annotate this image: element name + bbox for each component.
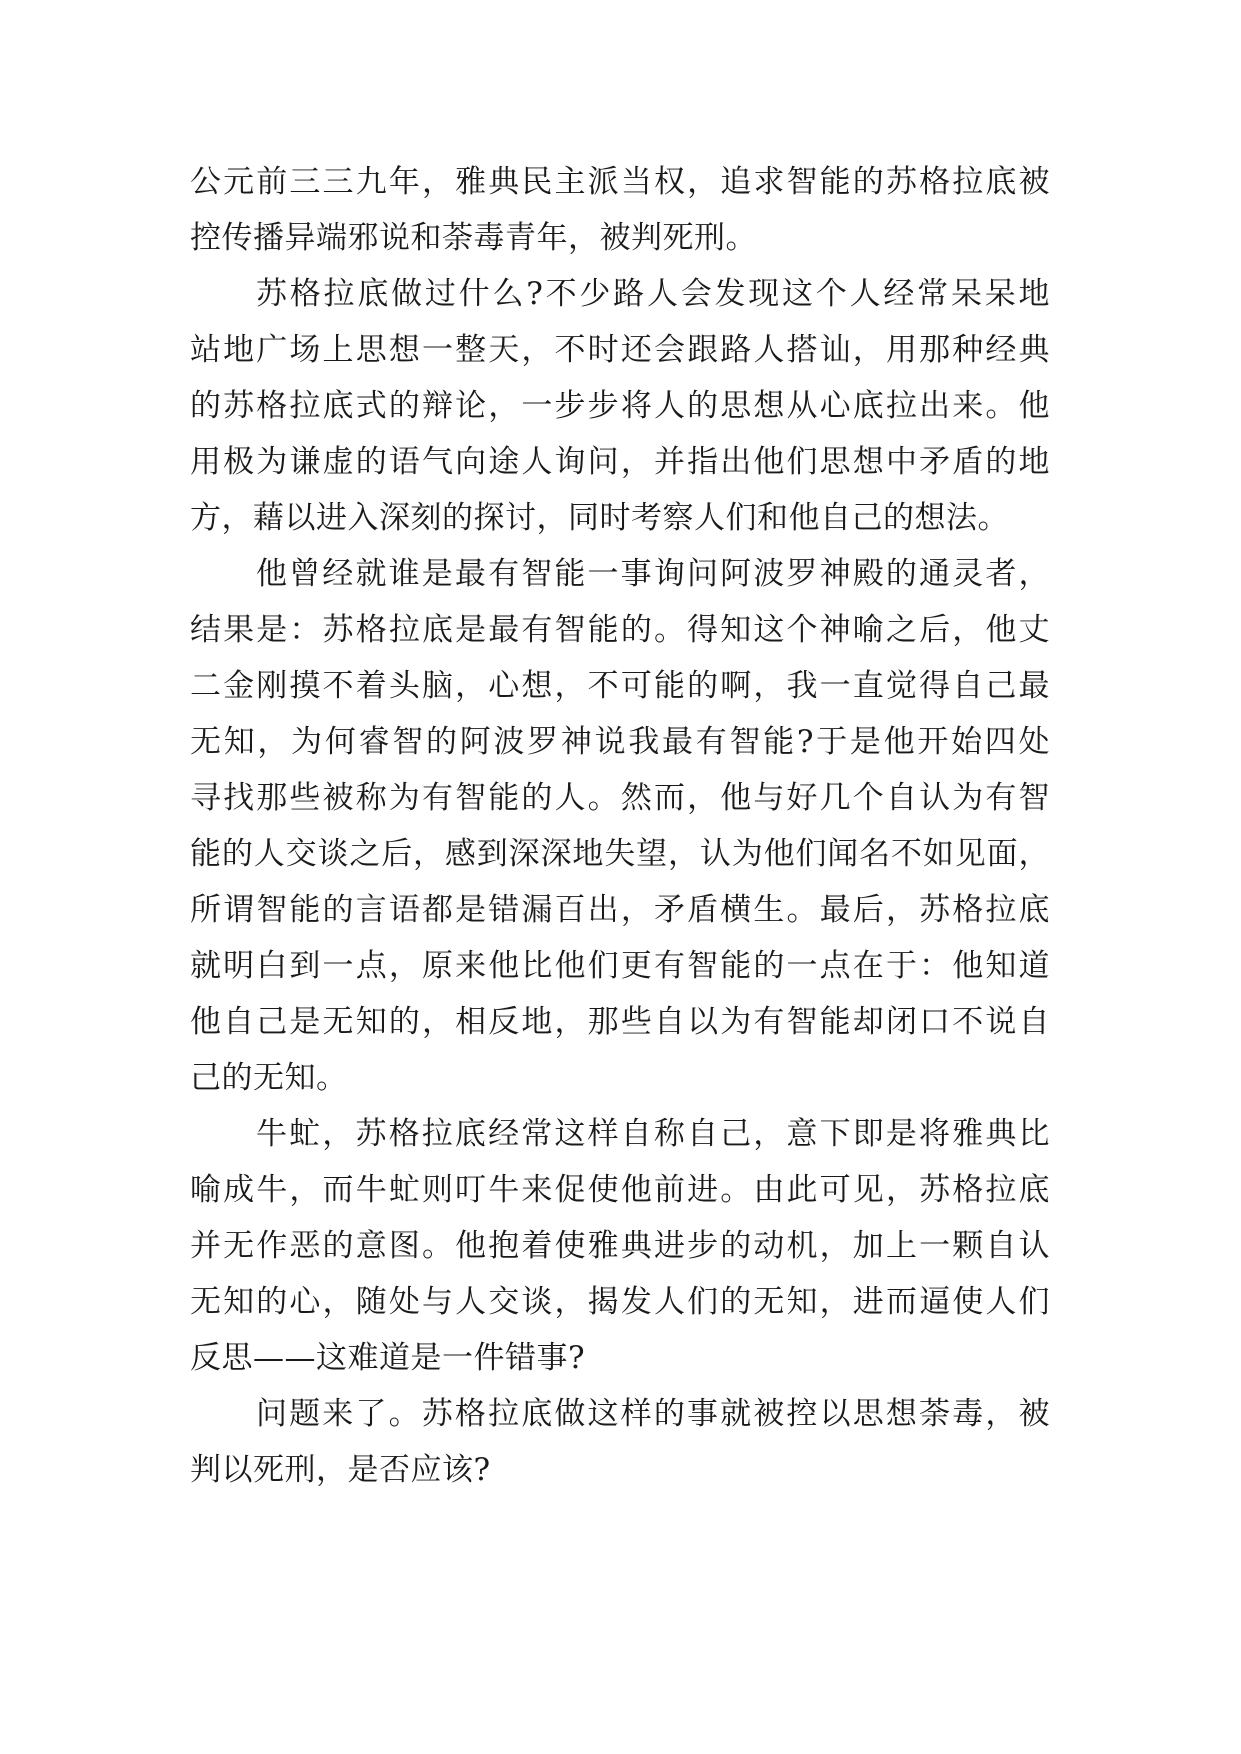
paragraph <box>190 266 1050 546</box>
text-line: 站地广场上思想一整天，不时还会跟路人搭讪，用那种经典 <box>190 332 1050 368</box>
text-line: 他自己是无知的，相反地，那些自以为有智能却闭口不说自 <box>190 1004 1050 1040</box>
text-line: 就明白到一点，原来他比他们更有智能的一点在于：他知道 <box>190 948 1050 984</box>
paragraph <box>190 1106 1050 1386</box>
text-line: 能的人交谈之后，感到深深地失望，认为他们闻名不如见面， <box>190 836 1050 872</box>
text-line: 无知的心，随处与人交谈，揭发人们的无知，进而逼使人们 <box>190 1284 1050 1320</box>
text-line: 他曾经就谁是最有智能一事询问阿波罗神殿的通灵者， <box>256 556 1050 592</box>
text-line: 所谓智能的言语都是错漏百出，矛盾横生。最后，苏格拉底 <box>190 892 1050 928</box>
text-line: 用极为谦虚的语气向途人询问，并指出他们思想中矛盾的地 <box>190 444 1050 480</box>
text-line: 控传播异端邪说和荼毒青年，被判死刑。 <box>190 220 757 256</box>
text-line: 的苏格拉底式的辩论，一步步将人的思想从心底拉出来。他 <box>190 388 1050 424</box>
text-line: 寻找那些被称为有智能的人。然而，他与好几个自认为有智 <box>190 780 1050 816</box>
text-line: 无知，为何睿智的阿波罗神说我最有智能?于是他开始四处 <box>190 724 1050 760</box>
text-line: 公元前三三九年，雅典民主派当权，追求智能的苏格拉底被 <box>190 164 1050 200</box>
paragraph <box>190 154 1050 266</box>
text-line: 结果是：苏格拉底是最有智能的。得知这个神喻之后，他丈 <box>190 612 1050 648</box>
text-line: 判以死刑，是否应该? <box>190 1452 491 1488</box>
text-line: 牛虻，苏格拉底经常这样自称自己，意下即是将雅典比 <box>256 1116 1050 1152</box>
text-line: 苏格拉底做过什么?不少路人会发现这个人经常呆呆地 <box>256 276 1050 312</box>
paragraph <box>190 1386 1050 1498</box>
text-line: 己的无知。 <box>190 1060 348 1096</box>
paragraph <box>190 546 1050 1106</box>
text-line: 方，藉以进入深刻的探讨，同时考察人们和他自己的想法。 <box>190 500 1009 536</box>
text-line: 喻成牛，而牛虻则叮牛来促使他前进。由此可见，苏格拉底 <box>190 1172 1050 1208</box>
text-line: 并无作恶的意图。他抱着使雅典进步的动机，加上一颗自认 <box>190 1228 1050 1264</box>
text-line: 二金刚摸不着头脑，心想，不可能的啊，我一直觉得自己最 <box>190 668 1050 704</box>
text-line: 反思——这难道是一件错事? <box>190 1340 586 1376</box>
text-line: 问题来了。苏格拉底做这样的事就被控以思想荼毒，被 <box>256 1396 1050 1432</box>
body-text <box>190 154 1050 1498</box>
